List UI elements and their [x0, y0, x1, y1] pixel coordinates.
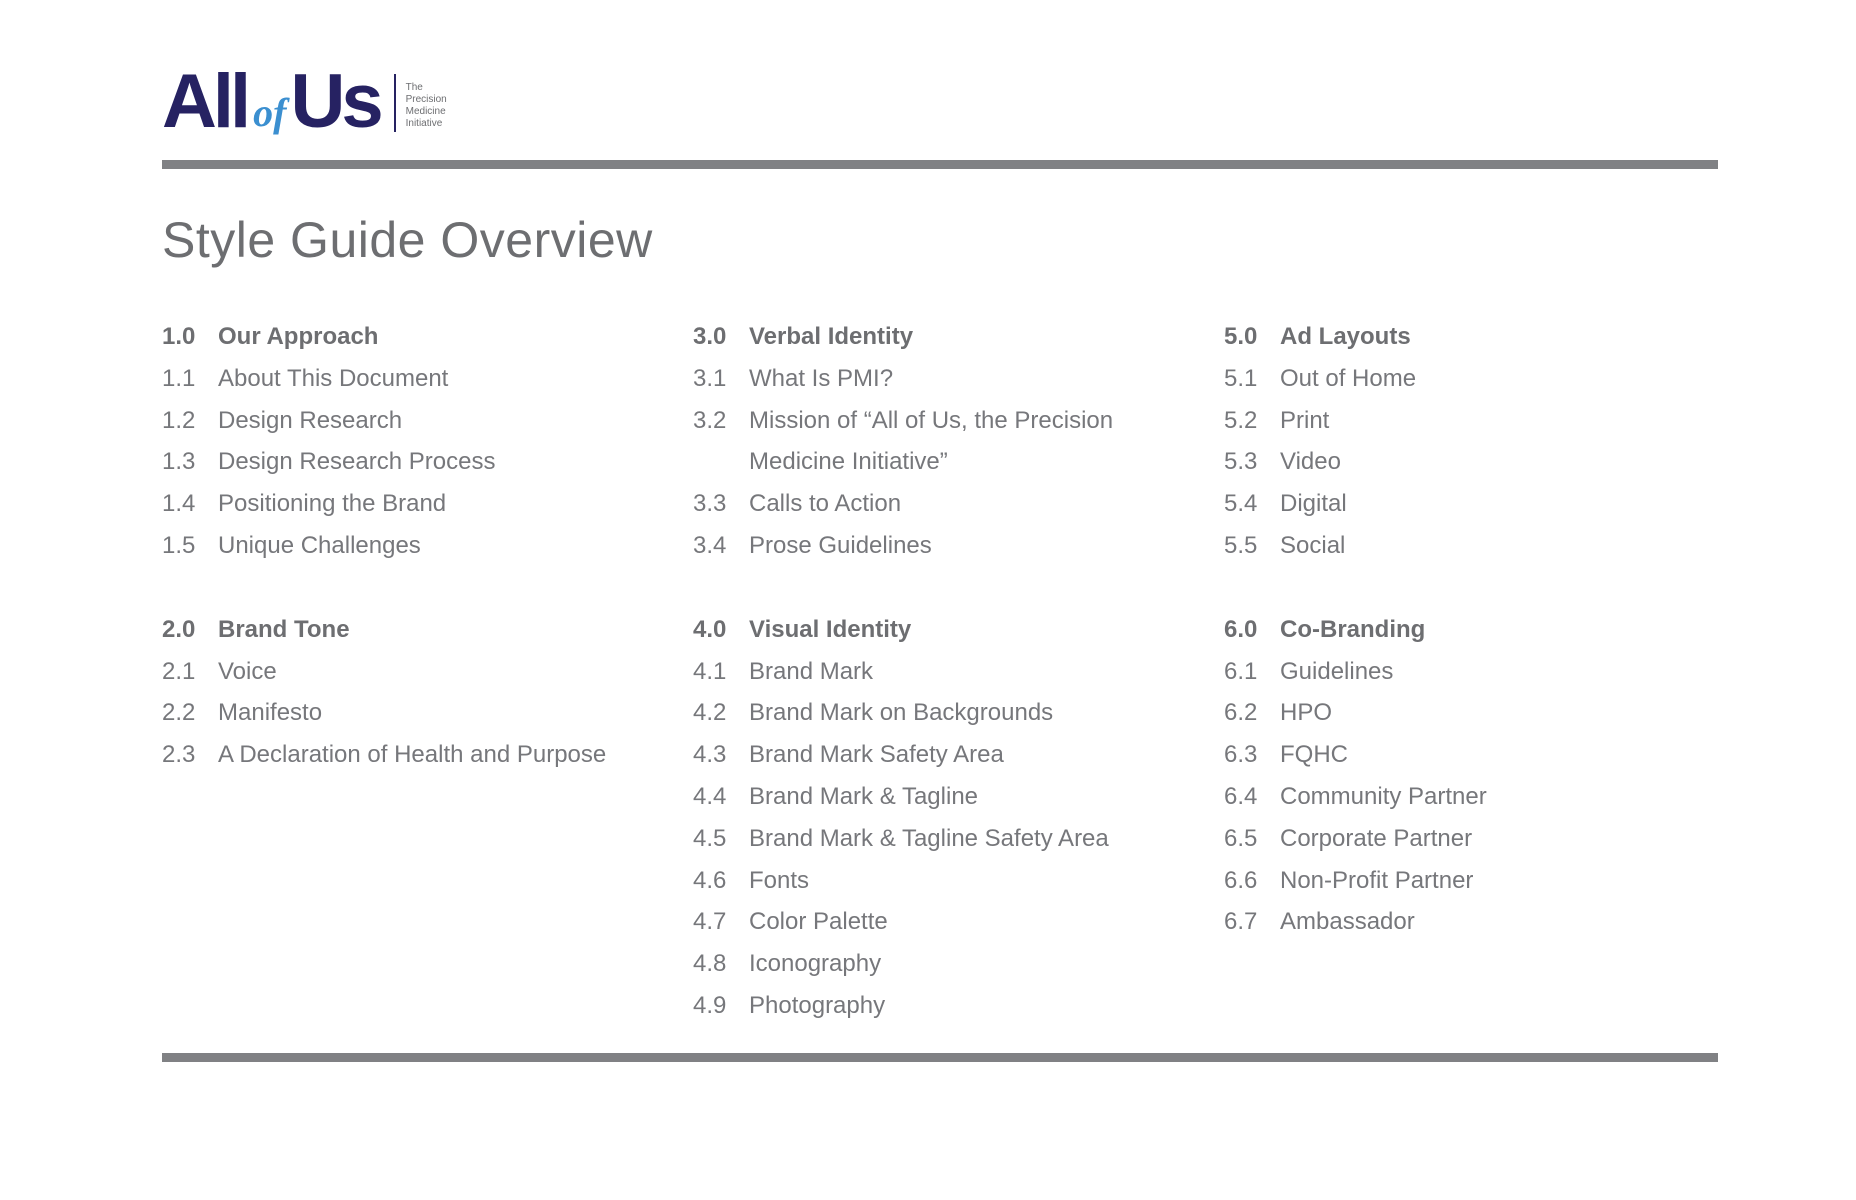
toc-entry-number: 6.5 [1224, 824, 1258, 852]
toc-entry-label: Iconography [749, 950, 882, 978]
toc-section-title: Ad Layouts [1280, 323, 1411, 350]
toc-entry-number: 5.2 [1224, 406, 1258, 434]
toc-entry-label: Brand Mark [749, 657, 874, 685]
toc-entry-number: 6.4 [1224, 782, 1258, 810]
toc-entry-number: 5.5 [1224, 531, 1258, 559]
logo-tagline [406, 82, 447, 130]
toc-section-heading[interactable] [693, 316, 1213, 358]
toc-entry[interactable] [693, 358, 1213, 400]
toc-section [1224, 609, 1744, 943]
toc-entry[interactable] [162, 692, 682, 734]
toc-entry-label: Out of Home [1280, 364, 1417, 392]
bottom-divider-rule [162, 1053, 1718, 1062]
toc-entry[interactable] [162, 525, 682, 567]
toc-entry[interactable] [1224, 651, 1744, 693]
toc-section [693, 609, 1213, 1027]
toc-entry-number: 4.5 [693, 824, 727, 852]
toc-section [1224, 316, 1744, 567]
toc-entry-label: Digital [1280, 490, 1347, 518]
toc-entry[interactable] [1224, 776, 1744, 818]
toc-entry-label: Mission of “All of Us, the Precision Medicine Initiative” [749, 406, 1114, 476]
toc-entry-number: 4.8 [693, 950, 727, 978]
toc-entry-number: 5.4 [1224, 490, 1258, 518]
toc-entry-number: 4.1 [693, 657, 727, 685]
toc-section-title: Visual Identity [749, 615, 912, 643]
toc-entry-label: Brand Mark Safety Area [749, 741, 1004, 769]
toc-section-number: 6.0 [1224, 615, 1258, 643]
toc-section-heading[interactable] [1224, 609, 1744, 651]
toc-section-number: 4.0 [693, 615, 727, 643]
toc-section-number: 3.0 [693, 323, 727, 350]
toc-entry-label: Calls to Action [749, 490, 902, 518]
toc-entry[interactable] [1224, 860, 1744, 902]
toc-section-heading[interactable] [693, 609, 1213, 651]
toc-entry[interactable] [162, 483, 682, 525]
toc-entry-number: 1.1 [162, 364, 196, 392]
toc-section-title: Our Approach [218, 323, 379, 350]
toc-entry-number: 3.2 [693, 406, 727, 434]
toc-entry-label: About This Document [218, 364, 449, 392]
toc-entry-label: Voice [218, 657, 277, 685]
toc-entry-label: Photography [749, 991, 886, 1019]
toc-section-heading[interactable] [162, 316, 682, 358]
toc-entry[interactable] [162, 734, 682, 776]
toc-entry[interactable] [693, 734, 1213, 776]
toc-entry-number: 5.3 [1224, 448, 1258, 476]
toc-entry-label: Brand Mark & Tagline Safety Area [749, 824, 1109, 852]
all-of-us-logo [162, 59, 447, 144]
toc-entry-number: 4.9 [693, 991, 727, 1019]
toc-section [162, 609, 682, 776]
logo-tagline-line: Precision [405, 94, 447, 105]
toc-column-2 [693, 316, 1213, 1069]
toc-entry-label: Brand Mark & Tagline [749, 782, 979, 810]
logo-word-us: Us [290, 59, 380, 144]
logo-tagline-line: The [405, 82, 423, 93]
toc-entry[interactable] [693, 901, 1213, 943]
toc-entry-label: Manifesto [218, 699, 323, 727]
toc-entry-number: 6.6 [1224, 866, 1258, 894]
toc-entry-number: 6.1 [1224, 657, 1258, 685]
toc-section-number: 5.0 [1224, 323, 1258, 350]
toc-section-number: 1.0 [162, 323, 196, 350]
toc-entry-label: Brand Mark on Backgrounds [749, 699, 1054, 727]
toc-entry-number: 6.7 [1224, 908, 1258, 936]
toc-entry-number: 1.5 [162, 531, 196, 559]
toc-entry-number: 6.3 [1224, 741, 1258, 769]
toc-entry-label: HPO [1280, 699, 1333, 727]
toc-entry[interactable] [1224, 400, 1744, 442]
toc-entry[interactable] [693, 776, 1213, 818]
toc-entry[interactable] [693, 483, 1213, 525]
toc-entry-label: What Is PMI? [749, 364, 894, 392]
logo-word-of: of [253, 90, 287, 135]
toc-entry[interactable] [693, 818, 1213, 860]
toc-entry[interactable] [693, 860, 1213, 902]
toc-entry-number: 5.1 [1224, 364, 1258, 392]
toc-entry-number: 4.4 [693, 782, 727, 810]
toc-entry-label: Fonts [749, 866, 810, 894]
toc-column-1 [162, 316, 682, 818]
toc-entry-number: 4.7 [693, 908, 727, 936]
logo-divider [394, 74, 396, 132]
toc-entry-label: Design Research Process [218, 448, 496, 476]
toc-entry-number: 2.3 [162, 741, 196, 769]
logo-tagline-line: Initiative [405, 118, 443, 129]
toc-entry-label: FQHC [1280, 741, 1348, 769]
toc-entry[interactable] [1224, 692, 1744, 734]
toc-entry[interactable] [1224, 358, 1744, 400]
toc-column-3 [1224, 316, 1744, 985]
toc-entry-number: 3.4 [693, 531, 727, 559]
toc-section-number: 2.0 [162, 615, 196, 643]
toc-entry[interactable] [162, 400, 682, 442]
toc-entry[interactable] [693, 651, 1213, 693]
toc-entry-label: A Declaration of Health and Purpose [218, 741, 607, 769]
toc-entry-label: Design Research [218, 406, 403, 434]
page-title: Style Guide Overview [162, 212, 653, 268]
toc-section-heading[interactable] [162, 609, 682, 651]
toc-section-heading[interactable] [1224, 316, 1744, 358]
toc-entry[interactable] [693, 943, 1213, 985]
toc-entry-label: Unique Challenges [218, 531, 421, 559]
toc-entry-label: Print [1280, 406, 1330, 434]
toc-section [162, 316, 682, 567]
toc-entry-label: Ambassador [1280, 908, 1415, 936]
toc-section-title: Brand Tone [218, 615, 350, 643]
toc-entry[interactable] [1224, 901, 1744, 943]
toc-entry[interactable] [693, 400, 1213, 484]
toc-entry-number: 4.3 [693, 741, 727, 769]
toc-entry[interactable] [162, 651, 682, 693]
logo-tagline-line: Medicine [405, 106, 446, 117]
toc-entry-number: 1.2 [162, 406, 196, 434]
toc-section-title: Verbal Identity [749, 323, 914, 350]
toc-entry[interactable] [693, 525, 1213, 567]
toc-section-title: Co-Branding [1280, 615, 1426, 643]
toc-entry-label: Corporate Partner [1280, 824, 1473, 852]
toc-entry-number: 3.3 [693, 490, 727, 518]
toc-entry-number: 1.4 [162, 490, 196, 518]
toc-entry[interactable] [1224, 734, 1744, 776]
toc-entry-number: 6.2 [1224, 699, 1258, 727]
toc-entry-number: 2.1 [162, 657, 196, 685]
toc-entry-label: Color Palette [749, 908, 888, 936]
toc-entry-number: 4.2 [693, 699, 727, 727]
top-divider-rule [162, 160, 1718, 169]
toc-entry-label: Prose Guidelines [749, 531, 932, 559]
toc-entry-number: 4.6 [693, 866, 727, 894]
toc-entry[interactable] [162, 358, 682, 400]
toc-entry[interactable] [693, 692, 1213, 734]
toc-entry-label: Community Partner [1280, 782, 1487, 810]
toc-entry-number: 2.2 [162, 699, 196, 727]
toc-entry-label: Guidelines [1280, 657, 1394, 685]
toc-entry-label: Non-Profit Partner [1280, 866, 1474, 894]
toc-entry-label: Positioning the Brand [218, 490, 447, 518]
toc-entry[interactable] [1224, 525, 1744, 567]
toc-entry[interactable] [162, 441, 682, 483]
toc-entry[interactable] [1224, 818, 1744, 860]
toc-entry[interactable] [1224, 483, 1744, 525]
toc-entry[interactable] [693, 985, 1213, 1027]
toc-entry-label: Video [1280, 448, 1341, 476]
toc-section [693, 316, 1213, 567]
toc-entry-number: 1.3 [162, 448, 196, 476]
toc-entry[interactable] [1224, 441, 1744, 483]
toc-entry-number: 3.1 [693, 364, 727, 392]
logo-word-all: All [162, 59, 248, 144]
toc-entry-label: Social [1280, 531, 1346, 559]
